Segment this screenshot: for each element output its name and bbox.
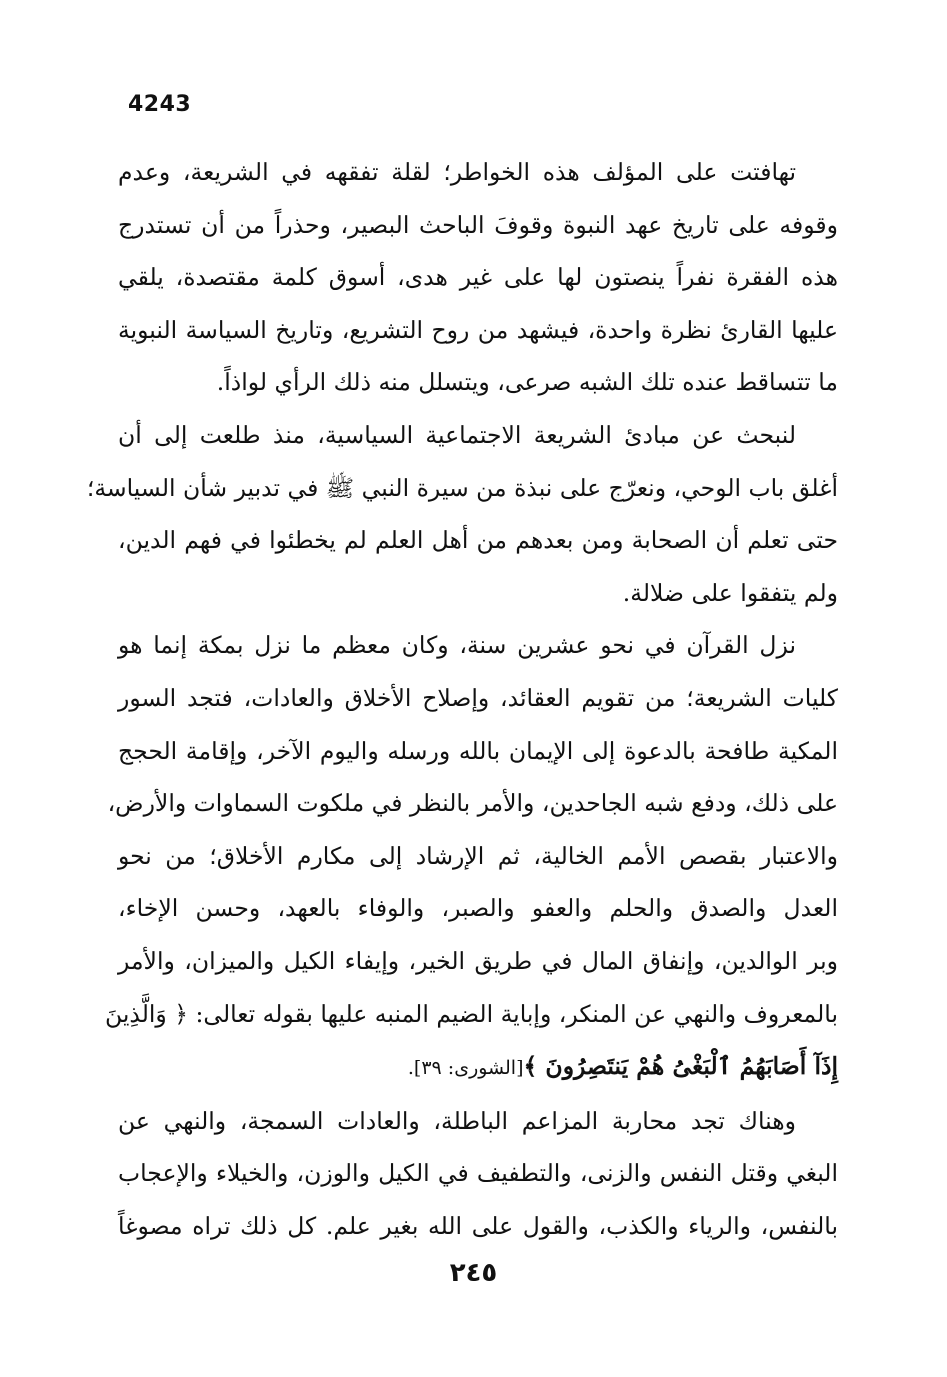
text-line: وهناك تجد محاربة المزاعم الباطلة، والعادات السمجة، والنهي عن: [118, 1106, 796, 1135]
main-text: [86, 146, 838, 1252]
text-line: وبر الوالدين، وإنفاق المال في طريق الخير، وإيفاء الكيل والميزان، والأمر: [118, 946, 838, 975]
text-line: تهافتت على المؤلف هذه الخواطر؛ لقلة تفقهه في الشريعة، وعدم: [118, 158, 796, 186]
text-line: البغي وقتل النفس والزنى، والتطفيف في الكيل والوزن، والخيلاء والإعجاب: [118, 1159, 838, 1188]
text-line: عليها القارئ نظرة واحدة، فيشهد من روح التشريع، وتاريخ السياسة النبوية: [118, 315, 838, 344]
page-code: 4243: [128, 92, 192, 117]
paragraph-4: [118, 1095, 838, 1253]
text-line: ما تتساقط عنده تلك الشبه صرعى، ويتسلل منه ذلك الرأي لواذاً.: [216, 368, 838, 397]
page-number: ٢٤٥: [449, 1258, 498, 1288]
text-line: المكية طافحة بالدعوة إلى الإيمان بالله ورسله واليوم الآخر، وإقامة الحجج: [118, 736, 838, 765]
paragraph-3: [104, 619, 838, 1094]
text-line: حتى تعلم أن الصحابة ومن بعدهم من أهل العلم لم يخطئوا في فهم الدين،: [118, 526, 838, 555]
text-line: نزل القرآن في نحو عشرين سنة، وكان معظم ما نزل بمكة إنما هو: [118, 631, 796, 660]
quran-verse: إِذَآ أَصَابَهُمُ ٱلْبَغْىُ هُمْ يَنتَصِرُونَ ﴾: [523, 1052, 838, 1081]
text-line: العدل والصدق والحلم والعفو والصبر، والوفاء بالعهد، وحسن الإخاء،: [118, 894, 838, 923]
paragraph-1: [118, 146, 838, 409]
verse-citation: [الشورى: ٣٩].: [407, 1057, 524, 1080]
text-line: وقوفه على تاريخ عهد النبوة وقوفَ الباحث البصير، وحذراً من أن تستدرج: [118, 210, 838, 239]
text-line: أغلق باب الوحي، ونعرّج على نبذة من سيرة النبي ﷺ في تدبير شأن السياسة؛: [86, 473, 838, 502]
text-line: ولم يتفقوا على ضلالة.: [622, 578, 838, 607]
text-line: هذه الفقرة نفراً ينصتون لها على غير هدى، أسوق كلمة مقتصدة، يلقي: [118, 263, 838, 292]
text-line: بالمعروف والنهي عن المنكر، وإباية الضيم المنبه عليها بقوله تعالى: ﴿ وَالَّذِينَ: [104, 999, 838, 1028]
quran-verse-line: [118, 1040, 838, 1095]
text-line: على ذلك، ودفع شبه الجاحدين، والأمر بالنظر في ملكوت السماوات والأرض،: [107, 789, 838, 818]
text-line: لنبحث عن مبادئ الشريعة الاجتماعية السياسية، منذ طلعت إلى أن: [118, 420, 796, 449]
text-line: بالنفس، والرياء والكذب، والقول على الله بغير علم. كل ذلك تراه مصوغاً: [118, 1211, 838, 1240]
text-line: والاعتبار بقصص الأمم الخالية، ثم الإرشاد إلى مكارم الأخلاق؛ من نحو: [118, 841, 838, 870]
paragraph-2: [86, 409, 838, 619]
text-line: كليات الشريعة؛ من تقويم العقائد، وإصلاح الأخلاق والعادات، فتجد السور: [118, 683, 838, 712]
